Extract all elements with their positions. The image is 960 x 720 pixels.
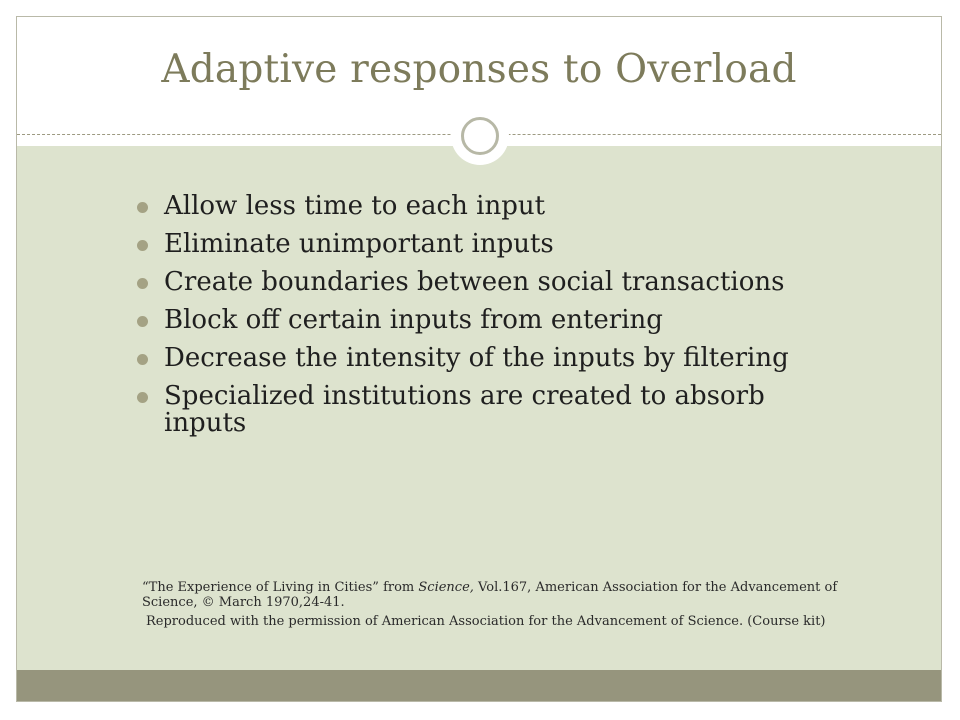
citation-journal: Science, bbox=[418, 580, 474, 595]
bullet-dot-icon bbox=[137, 354, 148, 365]
bullet-dot-icon bbox=[137, 240, 148, 251]
bullet-text: Allow less time to each input bbox=[164, 191, 546, 221]
footer-band bbox=[17, 670, 941, 701]
bullet-item bbox=[137, 193, 837, 220]
circle-ornament-inner bbox=[461, 117, 499, 155]
citation-line-1 bbox=[142, 580, 842, 610]
bullet-dot-icon bbox=[137, 202, 148, 213]
bullet-item bbox=[137, 383, 837, 437]
bullet-dot-icon bbox=[137, 316, 148, 327]
content-area bbox=[17, 146, 941, 670]
bullet-item bbox=[137, 345, 837, 372]
bullet-text: Block off certain inputs from entering bbox=[164, 305, 663, 335]
bullet-text: Specialized institutions are created to absorb inputs bbox=[164, 381, 765, 438]
slide-title: Adaptive responses to Overload bbox=[161, 47, 797, 92]
bullet-text: Eliminate unimportant inputs bbox=[164, 229, 554, 259]
citation bbox=[142, 580, 842, 633]
bullet-item bbox=[137, 269, 837, 296]
bullet-item bbox=[137, 231, 837, 258]
slide bbox=[16, 16, 942, 702]
bullet-dot-icon bbox=[137, 278, 148, 289]
bullet-text: Decrease the intensity of the inputs by filtering bbox=[164, 343, 789, 373]
bullet-list bbox=[137, 193, 837, 448]
circle-ornament-icon bbox=[451, 107, 509, 165]
bullet-item bbox=[137, 307, 837, 334]
citation-line-2: Reproduced with the permission of American Association for the Advancement of Science. (Course kit) bbox=[146, 614, 826, 629]
bullet-dot-icon bbox=[137, 392, 148, 403]
bullet-text: Create boundaries between social transactions bbox=[164, 267, 785, 297]
citation-text: “The Experience of Living in Cities” from bbox=[142, 580, 419, 595]
citation-text: Vol.167, American Association for the Advancement of Science, © March 1970,24-41. bbox=[142, 580, 838, 610]
